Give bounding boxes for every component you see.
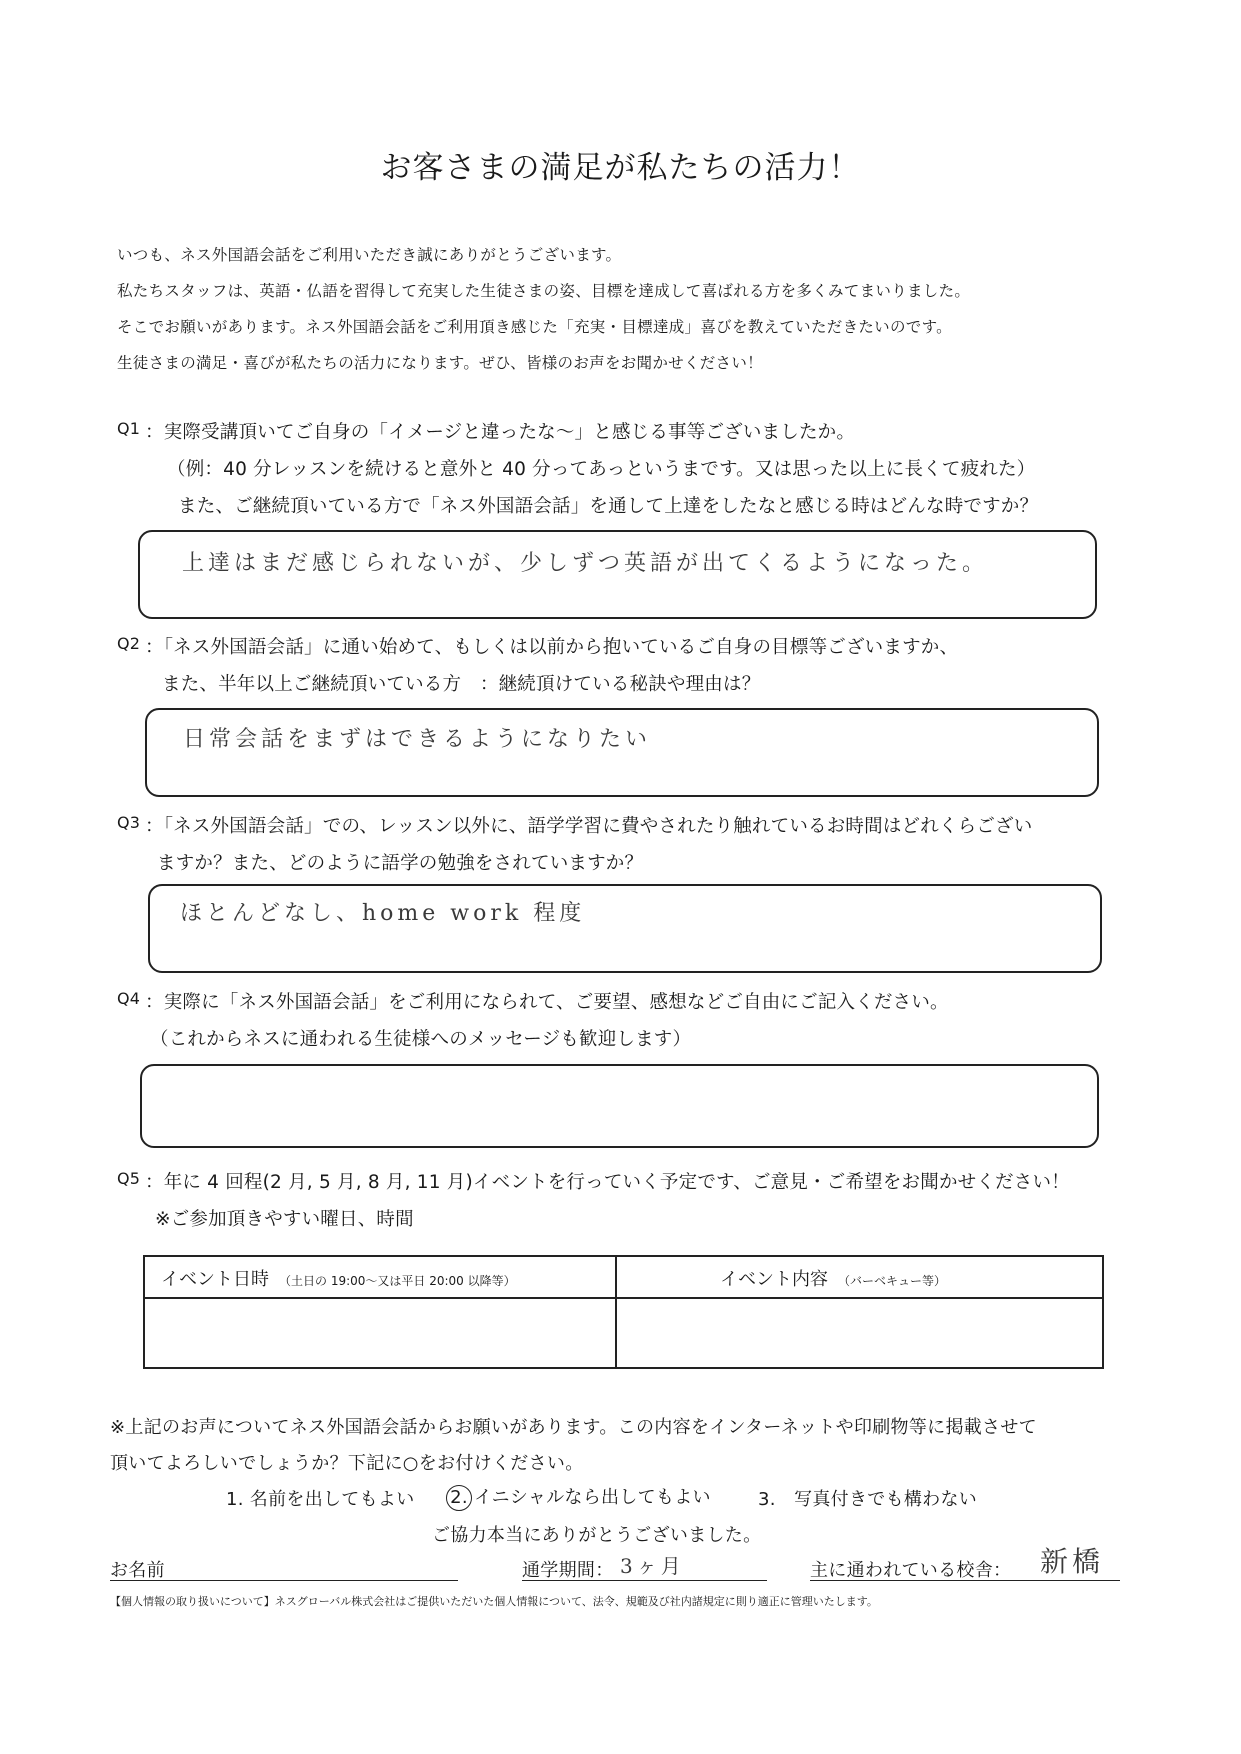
consent-option-1[interactable]: 1. 名前を出してもよい (226, 1489, 415, 1510)
event-datetime-note: （土日の 19:00～又は平日 20:00 以降等） (279, 1274, 516, 1288)
q4-answer-box[interactable] (140, 1064, 1099, 1148)
name-label: お名前 (110, 1560, 165, 1581)
consent-option-3[interactable]: 3. 写真付きでも構わない (758, 1489, 978, 1510)
q1-line-3: また、ご継続頂いている方で「ネス外国語会話」を通して上達をしたなと感じる時はどんな時ですか？ (178, 496, 1039, 517)
q3-line-1: ：「ネス外国語会話」での、レッスン以外に、語学学習に費やされたり触れているお時間はどれくらござい (145, 816, 1033, 837)
q1-number: Q1 (117, 419, 141, 438)
school-label: 主に通われている校舎： (810, 1560, 1012, 1581)
school-field[interactable]: 新橋 (1040, 1545, 1105, 1578)
q5-line-2: ※ご参加頂きやすい曜日、時間 (155, 1209, 414, 1230)
q1-answer-text: 上達はまだ感じられないが、少しずつ英語が出てくるようになった。 (182, 551, 989, 576)
q3-number: Q3 (117, 813, 141, 832)
q4-line-1: ：実際に「ネス外国語会話」をご利用になられて、ご要望、感想などご自由にご記入ください。 (145, 992, 949, 1013)
q1-answer-box[interactable] (138, 530, 1097, 619)
q2-answer-text: 日常会話をまずはできるようになりたい (183, 727, 652, 752)
event-content-header: イベント内容 （バーベキュー等） (720, 1269, 947, 1290)
q3-answer-text: ほとんどなし、home work 程度 (180, 901, 586, 926)
q5-line-1: ：年に 4 回程(2 月, 5 月, 8 月, 11 月)イベントを行っていく予定です、ご意見・ご希望をお聞かせください！ (145, 1172, 1070, 1193)
q2-answer-box[interactable] (145, 708, 1099, 797)
page-title: お客さまの満足が私たちの活力！ (380, 150, 861, 186)
event-content-note: （バーベキュー等） (838, 1274, 947, 1288)
intro-line-2: 私たちスタッフは、英語・仏語を習得して充実した生徒さまの姿、目標を達成して喜ばれる方を多くみてまいりました。 (117, 282, 971, 300)
event-table (143, 1255, 1104, 1369)
period-label: 通学期間： (522, 1560, 614, 1581)
intro-line-1: いつも、ネス外国語会話をご利用いただき誠にありがとうございます。 (117, 246, 622, 264)
period-field[interactable]: 3ヶ月 (620, 1554, 685, 1578)
privacy-footer: 【個人情報の取り扱いについて】ネスグローバル株式会社はご提供いただいた個人情報について、法令、規範及び社内諸規定に則り適正に管理いたします。 (110, 1595, 878, 1608)
intro-line-4: 生徒さまの満足・喜びが私たちの活力になります。ぜひ、皆様のお声をお聞かせください！ (117, 354, 763, 372)
q5-number: Q5 (117, 1169, 141, 1188)
q2-line-2: また、半年以上ご継続頂いている方 ：継続頂けている秘訣や理由は？ (162, 674, 761, 695)
event-datetime-cell[interactable] (145, 1299, 615, 1365)
option-2-circle: 2. (446, 1485, 472, 1511)
q3-line-2: ますか？また、どのように語学の勉強をされていますか？ (157, 853, 644, 874)
consent-option-2[interactable] (446, 1483, 711, 1511)
consent-line-1: ※上記のお声についてネス外国語会話からお願いがあります。この内容をインターネットや印刷物等に掲載させて (110, 1417, 1037, 1438)
intro-line-3: そこでお願いがあります。ネス外国語会話をご利用頂き感じた「充実・目標達成」喜びを教えていただきたいのです。 (117, 318, 952, 336)
event-datetime-header: イベント日時 （土日の 19:00～又は平日 20:00 以降等） (161, 1269, 516, 1290)
q4-number: Q4 (117, 989, 141, 1008)
q1-line-1: ：実際受講頂いてご自身の「イメージと違ったな～」と感じる事等ございましたか。 (145, 422, 856, 443)
q1-line-2: （例：40 分レッスンを続けると意外と 40 分ってあっというまです。又は思った以上に長くて疲れた） (167, 459, 1036, 480)
thanks-text: ご協力本当にありがとうございました。 (432, 1525, 762, 1546)
q4-line-2: （これからネスに通われる生徒様へのメッセージも歓迎します） (150, 1029, 692, 1050)
q2-line-1: ：「ネス外国語会話」に通い始めて、もしくは以前から抱いているご自身の目標等ございますか、 (145, 637, 959, 658)
event-content-cell[interactable] (617, 1299, 1100, 1365)
name-underline (110, 1578, 458, 1581)
q2-number: Q2 (117, 634, 141, 653)
option-2-label: イニシャルなら出してもよい (474, 1487, 711, 1508)
q3-answer-box[interactable] (148, 884, 1102, 973)
consent-line-2: 頂いてよろしいでしょうか？下記に○をお付けください。 (110, 1453, 584, 1474)
